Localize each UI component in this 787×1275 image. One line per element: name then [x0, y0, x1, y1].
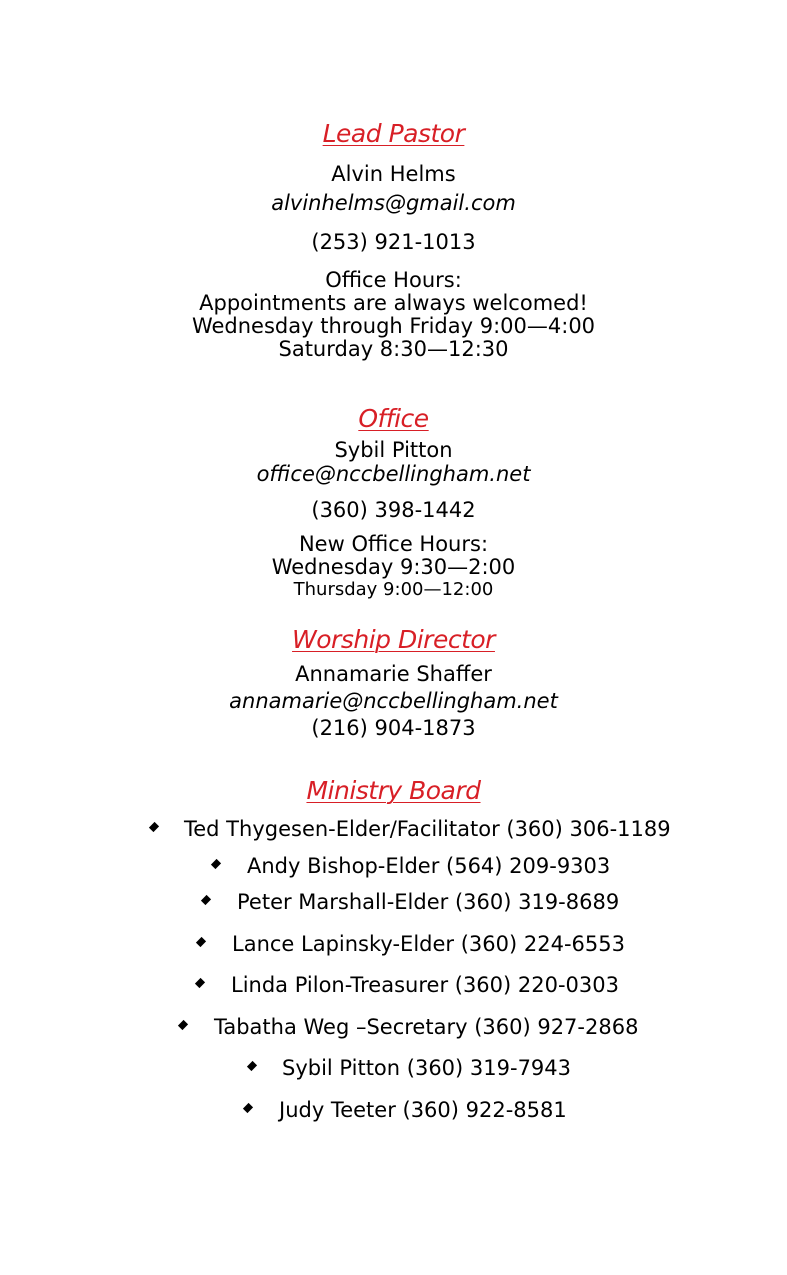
- office-heading: Office: [358, 404, 429, 433]
- diamond-bullet-icon: [196, 937, 206, 947]
- board-member-text: Linda Pilon-Treasurer (360) 220-0303: [231, 973, 619, 997]
- board-member-item: [197, 932, 625, 956]
- lead-pastor-hours-line: Saturday 8:30—12:30: [278, 337, 509, 361]
- worship-director-email[interactable]: annamarie@nccbellingham.net: [229, 689, 558, 713]
- lead-pastor-hours-line: Wednesday through Friday 9:00—4:00: [191, 314, 596, 338]
- board-member-text: Peter Marshall-Elder (360) 319-8689: [237, 890, 620, 914]
- board-member-item: [212, 854, 611, 878]
- lead-pastor-phone: (253) 921-1013: [311, 230, 476, 254]
- board-member-item: [150, 817, 671, 841]
- board-member-item: [202, 890, 620, 914]
- board-member-text: Sybil Pitton (360) 319-7943: [282, 1056, 572, 1080]
- lead-pastor-name: Alvin Helms: [331, 162, 456, 186]
- diamond-bullet-icon: [211, 859, 221, 869]
- board-member-item: [179, 1015, 639, 1039]
- diamond-bullet-icon: [201, 895, 211, 905]
- worship-director-heading: Worship Director: [292, 625, 495, 654]
- office-phone: (360) 398-1442: [311, 498, 476, 522]
- office-hours-line: Wednesday 9:30—2:00: [271, 555, 516, 579]
- board-member-text: Judy Teeter (360) 922-8581: [279, 1098, 567, 1122]
- diamond-bullet-icon: [178, 1020, 188, 1030]
- office-name: Sybil Pitton: [334, 438, 453, 462]
- lead-pastor-hours-line: Appointments are always welcomed!: [199, 291, 588, 315]
- lead-pastor-hours-title: Office Hours:: [325, 268, 462, 292]
- board-member-text: Andy Bishop-Elder (564) 209-9303: [247, 854, 611, 878]
- diamond-bullet-icon: [243, 1103, 253, 1113]
- worship-director-phone: (216) 904-1873: [311, 716, 476, 740]
- board-member-text: Ted Thygesen-Elder/Facilitator (360) 306-1189: [184, 817, 671, 841]
- diamond-bullet-icon: [195, 978, 205, 988]
- ministry-board-heading: Ministry Board: [306, 776, 481, 805]
- lead-pastor-heading: Lead Pastor: [322, 119, 465, 148]
- lead-pastor-email[interactable]: alvinhelms@gmail.com: [271, 191, 516, 215]
- office-hours-title: New Office Hours:: [298, 532, 489, 556]
- board-member-text: Tabatha Weg –Secretary (360) 927-2868: [214, 1015, 639, 1039]
- board-member-item: [244, 1098, 567, 1122]
- board-member-item: [248, 1056, 572, 1080]
- board-member-text: Lance Lapinsky-Elder (360) 224-6553: [232, 932, 625, 956]
- diamond-bullet-icon: [149, 822, 159, 832]
- board-member-item: [196, 973, 619, 997]
- office-email[interactable]: office@nccbellingham.net: [256, 462, 531, 486]
- office-hours-line: Thursday 9:00—12:00: [293, 579, 494, 600]
- diamond-bullet-icon: [247, 1061, 257, 1071]
- worship-director-name: Annamarie Shaffer: [295, 662, 492, 686]
